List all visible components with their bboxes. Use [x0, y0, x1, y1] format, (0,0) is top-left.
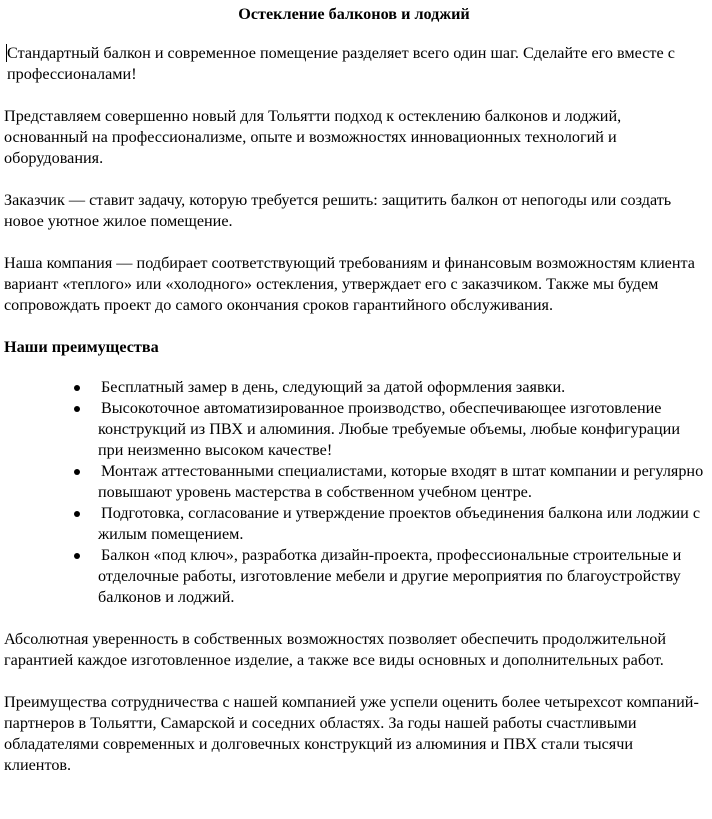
- advantage-item: [98, 461, 704, 503]
- bullet-icon: [74, 511, 80, 517]
- advantage-text: Подготовка, согласование и утверждение проектов объединения балкона или лоджии с жилым помещением.: [98, 504, 701, 543]
- advantage-item: [98, 398, 704, 461]
- intro-paragraph-4: Наша компания — подбирает соответствующий требованиям и финансовым возможностям клиента вариант «теплого» или «холодного» остекления, утверждает его с заказчиком. Также мы будем сопровождать проект до самого окончания сроков гарантийного обслуживания.: [4, 254, 695, 314]
- advantage-item: [98, 545, 704, 608]
- advantage-text: Балкон «под ключ», разработка дизайн-проекта, профессиональные строительные и отделочные работы, изготовление мебели и другие мероприятия по благоустройству балконов и лоджий.: [98, 546, 682, 606]
- advantage-item: [98, 377, 704, 398]
- advantage-text: Монтаж аттестованными специалистами, которые входят в штат компании и регулярно повышают уровень мастерства в собственном учебном центре.: [98, 462, 704, 501]
- intro-paragraph-1-text: Стандартный балкон и современное помещение разделяет всего один шаг. Сделайте его вместе с профессионалами!: [7, 44, 675, 83]
- advantage-text: Высокоточное автоматизированное производство, обеспечивающее изготовление конструкций из ПВХ и алюминия. Любые требуемые объемы, любые конфигурации при неизменно высоком качестве!: [98, 399, 680, 459]
- bullet-icon: [74, 469, 80, 475]
- bullet-icon: [74, 553, 80, 559]
- bullet-icon: [74, 406, 80, 412]
- advantage-item: [98, 503, 704, 545]
- text-cursor: [6, 44, 7, 62]
- outro-paragraph-2: Преимущества сотрудничества с нашей компанией уже успели оценить более четырехсот компаний-партнеров в Тольятти, Самарской и соседних областях. За годы нашей работы счастливыми обладателями современных и долговечных конструкций из алюминия и ПВХ стали тысячи клиентов.: [4, 693, 699, 774]
- intro-paragraph-3: Заказчик — ставит задачу, которую требуется решить: защитить балкон от непогоды или создать новое уютное жилое помещение.: [4, 191, 672, 230]
- bullet-icon: [74, 385, 80, 391]
- outro-paragraph-1: Абсолютная уверенность в собственных возможностях позволяет обеспечить продолжительной гарантией каждое изготовленное изделие, а также все виды основных и дополнительных работ.: [4, 630, 666, 669]
- advantage-text: Бесплатный замер в день, следующий за датой оформления заявки.: [101, 378, 566, 396]
- advantages-list: [4, 377, 704, 608]
- advantages-heading: Наши преимущества: [4, 338, 159, 356]
- intro-paragraph-1: [4, 43, 704, 85]
- document-title: Остекление балконов и лоджий: [238, 5, 470, 23]
- intro-paragraph-2: Представляем совершенно новый для Тольятти подход к остеклению балконов и лоджий, основанный на профессионализме, опыте и возможностях инновационных технологий и оборудования.: [4, 107, 622, 167]
